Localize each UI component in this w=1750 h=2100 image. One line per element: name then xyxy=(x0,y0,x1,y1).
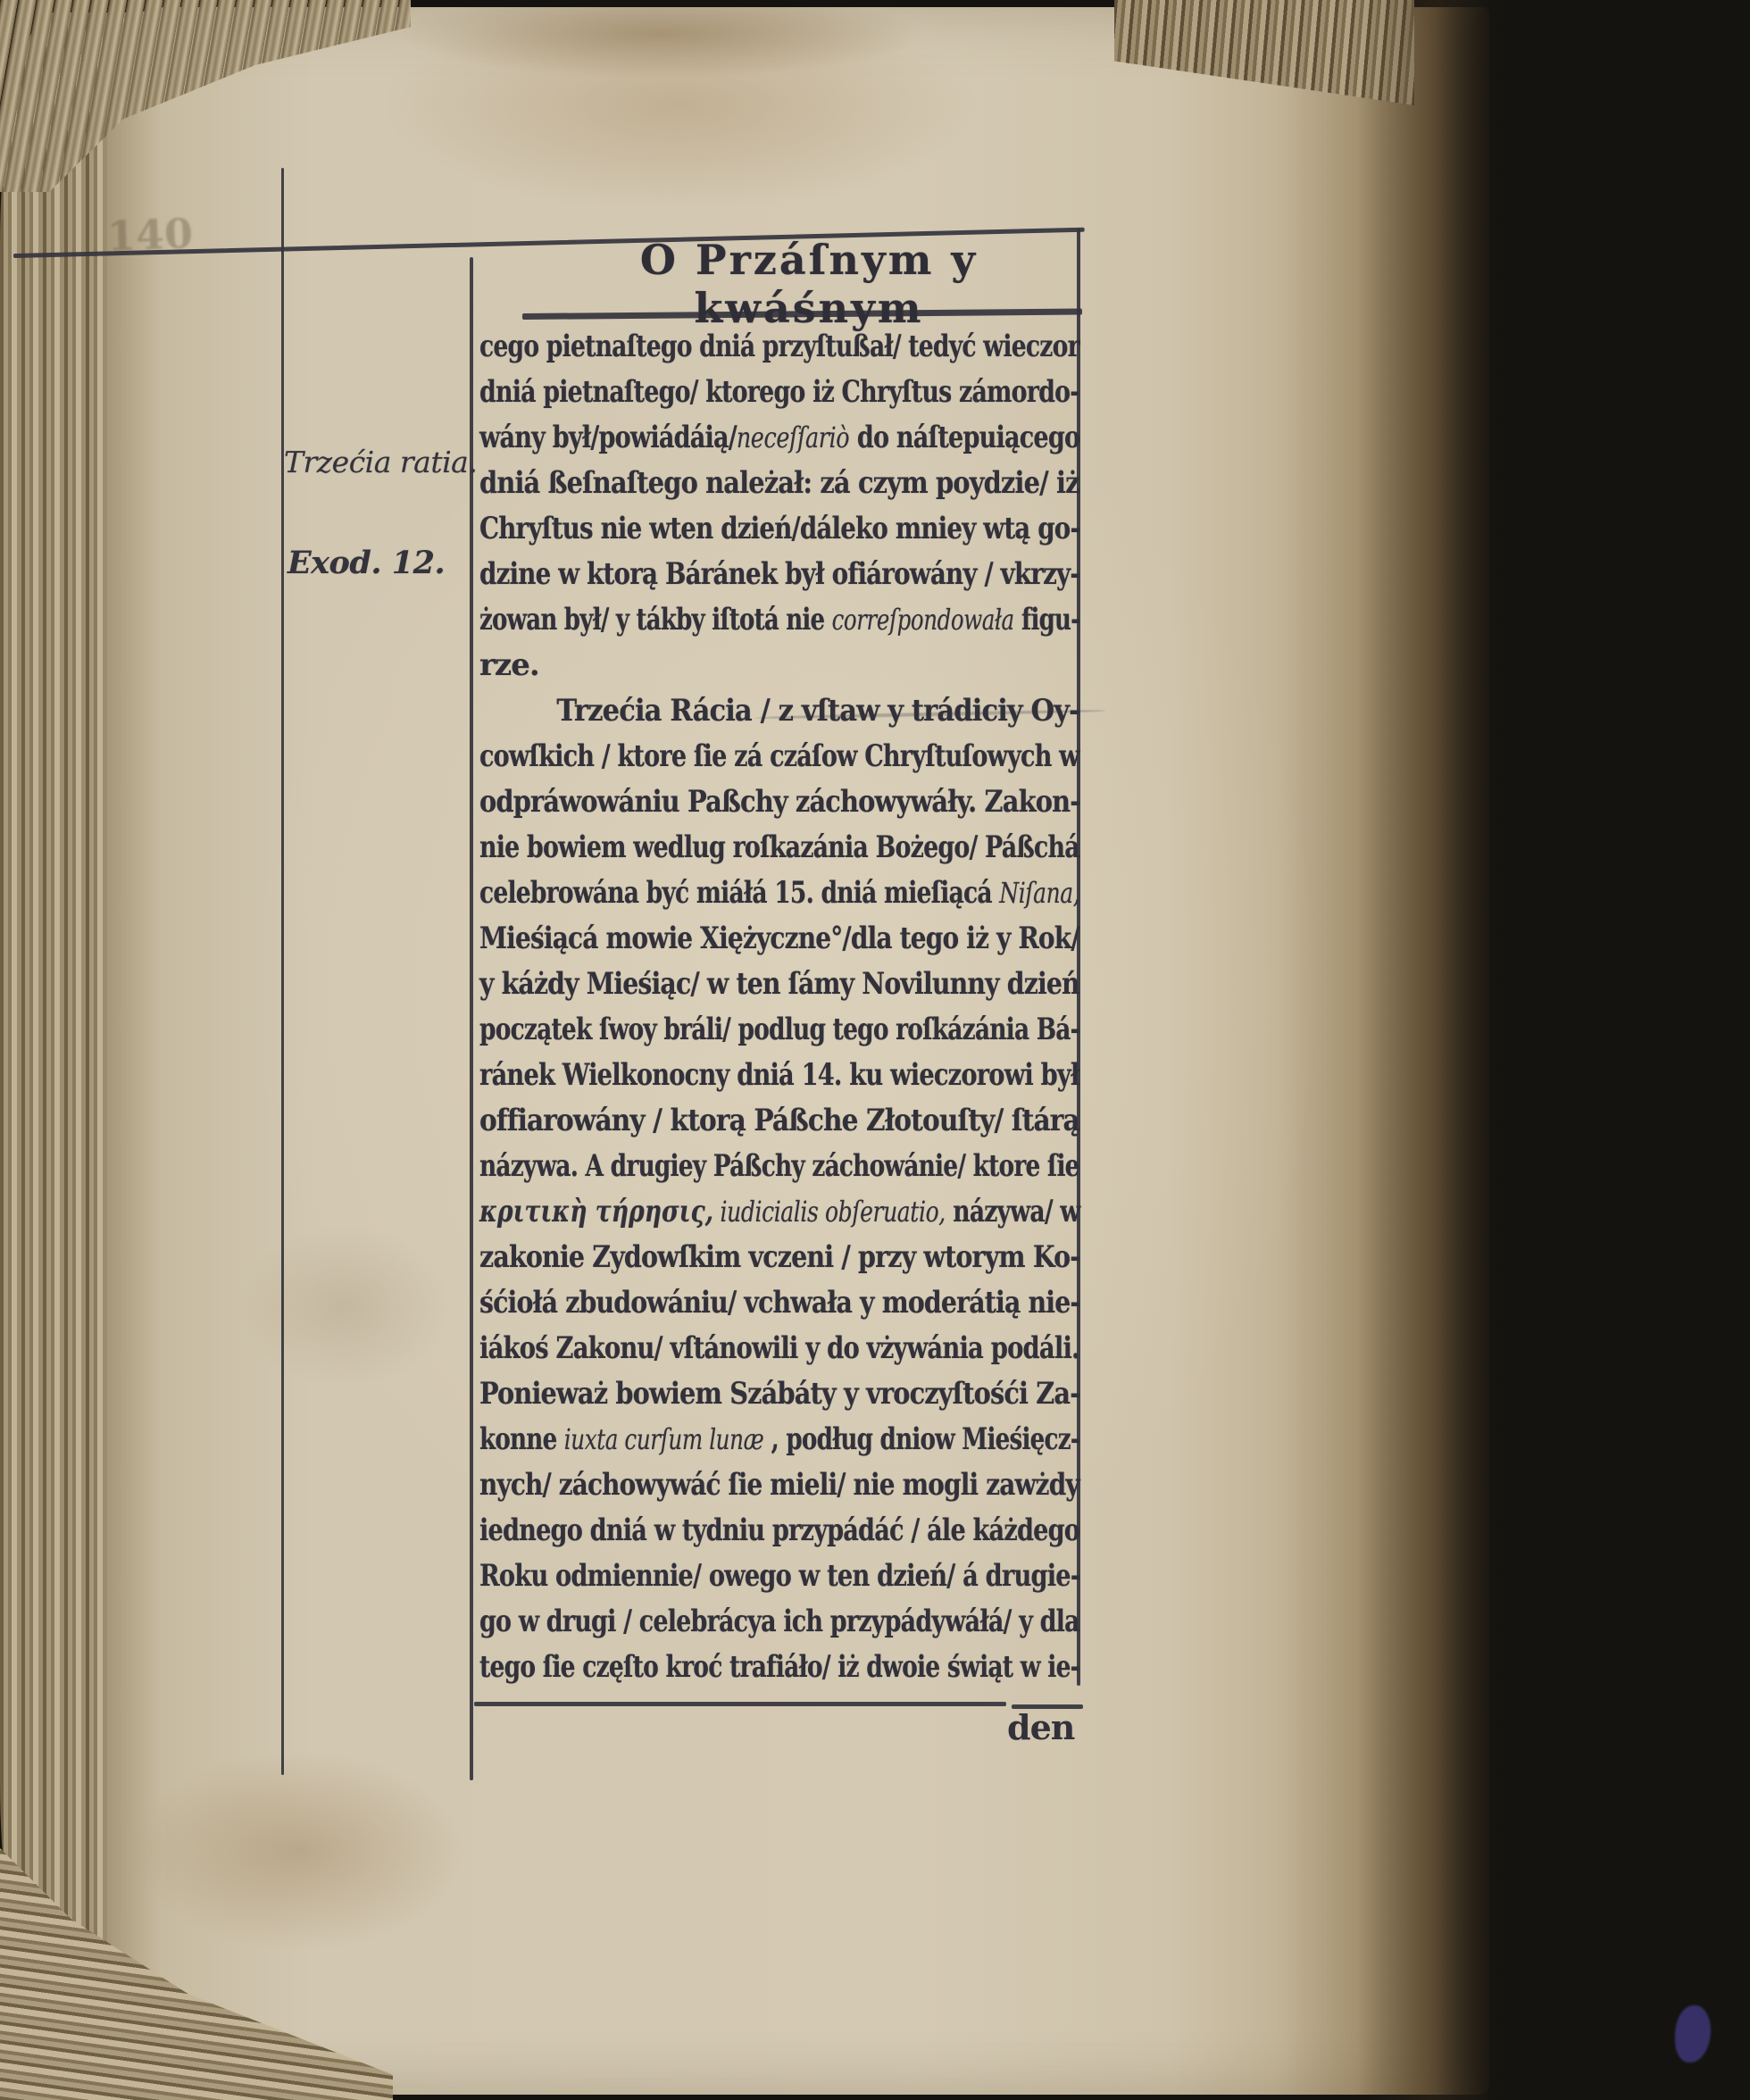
text-line-content xyxy=(479,329,1079,364)
text-line xyxy=(479,465,1082,511)
text-line xyxy=(479,784,1082,829)
text-line-content xyxy=(479,966,1079,1002)
text-segment: cowſkich / ktore ſie zá czáſow Chryſtuſowych w xyxy=(479,738,1079,774)
text-line-content xyxy=(479,1194,1079,1229)
text-line xyxy=(479,1376,1082,1421)
text-line-content xyxy=(479,738,1079,774)
text-line xyxy=(479,1057,1082,1103)
ink-blot xyxy=(1675,2005,1711,2062)
margin-note: Trzećia ratia. xyxy=(284,445,478,479)
text-line-content xyxy=(479,420,1079,455)
text-segment: Trzećia Rácia / z vſtaw y trádiciy Oy- xyxy=(556,693,1079,729)
text-line-content xyxy=(479,1103,1079,1138)
text-segment: wány był/powiádáią/ xyxy=(479,420,737,455)
text-line xyxy=(479,602,1082,647)
text-segment: nie bowiem wedlug roſkazánia Bożego/ Páßchá xyxy=(479,829,1079,865)
text-line xyxy=(479,374,1082,420)
text-segment: konne xyxy=(479,1421,564,1457)
text-segment: názywa/ w xyxy=(945,1194,1080,1229)
text-segment: tego ſie częſto kroć trafiáło/ iż dwoie świąt w ie- xyxy=(479,1649,1079,1685)
text-line-content xyxy=(479,1376,1079,1412)
text-segment: iuxta curſum lunæ xyxy=(563,1422,764,1456)
text-line-content xyxy=(479,1012,1079,1047)
text-line xyxy=(479,1604,1082,1649)
text-segment: iednego dniá w tydniu przypádáć / ále káżdego xyxy=(479,1512,1080,1548)
show-through-page-number: 140 xyxy=(106,209,194,261)
catchword: den xyxy=(1007,1707,1075,1747)
text-segment: ránek Wielkonocny dniá 14. ku wieczorowi był xyxy=(479,1057,1079,1093)
text-segment: zakonie Zydowſkim vczeni / przy wtorym Ko- xyxy=(479,1239,1080,1275)
text-line-content xyxy=(479,1512,1079,1548)
bottom-rule-left-segment xyxy=(474,1702,1006,1706)
text-segment: neceſſariò xyxy=(736,421,850,454)
text-line-content xyxy=(479,1421,1079,1457)
text-segment: correſpondowała xyxy=(831,603,1014,637)
text-line xyxy=(479,511,1082,556)
text-segment: rze. xyxy=(479,647,539,683)
text-segment: offiarowány / ktorą Páßche Złotouſty/ ſtárą xyxy=(479,1103,1079,1138)
text-line xyxy=(479,1239,1082,1285)
text-line-content xyxy=(479,556,1079,592)
text-line xyxy=(479,1103,1082,1148)
text-segment: Chryſtus nie wten dzień/dáleko mniey wtą go- xyxy=(479,511,1080,546)
text-line-content xyxy=(479,1330,1079,1366)
text-block xyxy=(479,329,1082,1695)
text-segment: Mieśiącá mowie Xiężyczne°/dla tego iż y Rok/ xyxy=(479,921,1079,956)
text-line-content xyxy=(479,1467,1079,1503)
text-line-content xyxy=(479,602,1079,638)
text-column-left-rule xyxy=(470,257,473,1780)
text-line-content xyxy=(479,875,1079,911)
text-line xyxy=(479,1285,1082,1330)
text-line-content xyxy=(479,921,1079,956)
text-line xyxy=(479,1421,1082,1467)
text-line xyxy=(479,875,1082,921)
text-segment: dniá ßeſnaſtego należał: zá czym poydzie/ iż xyxy=(479,465,1079,501)
text-line-content xyxy=(479,1604,1079,1639)
text-segment: odpráwowániu Paßchy záchowywáły. Zakon- xyxy=(479,784,1080,820)
text-line xyxy=(479,921,1082,966)
text-line xyxy=(479,556,1082,602)
text-segment: , podług dniow Mieśięcz- xyxy=(763,1421,1079,1457)
text-line-content xyxy=(479,693,1079,729)
text-segment: go w drugi / celebrácya ich przypádywáłá/ y dla xyxy=(479,1604,1079,1639)
text-segment: do náſtepuiącego xyxy=(849,420,1080,455)
text-segment: figu- xyxy=(1013,602,1080,638)
text-segment: Ponieważ bowiem Szábáty y vroczyſtośći Za- xyxy=(479,1376,1080,1412)
text-segment: nych/ záchowywáć ſie mieli/ nie mogli zawżdy xyxy=(479,1467,1079,1503)
text-segment: początek ſwoy bráli/ podlug tego roſkázánia Bá- xyxy=(479,1012,1079,1047)
text-segment: y káżdy Mieśiąc/ w ten ſámy Novilunny dzień xyxy=(479,966,1079,1002)
text-segment: cego pietnaſtego dniá przyſtußał/ tedyć wieczor xyxy=(479,329,1079,364)
text-line-content xyxy=(479,1558,1079,1594)
text-line xyxy=(479,1194,1082,1239)
text-line-content xyxy=(479,465,1079,501)
text-line xyxy=(479,693,1082,738)
text-line-content xyxy=(479,784,1079,820)
text-line xyxy=(479,647,1082,693)
margin-note: Exod. 12. xyxy=(288,545,446,581)
gutter-shadow xyxy=(1357,0,1554,2100)
text-line xyxy=(479,829,1082,875)
text-line xyxy=(479,1558,1082,1604)
text-line xyxy=(479,329,1082,374)
text-line xyxy=(479,1649,1082,1695)
text-segment: Roku odmiennie/ owego w ten dzień/ á drugie- xyxy=(479,1558,1080,1594)
text-line-content xyxy=(479,1057,1079,1093)
text-line xyxy=(479,1148,1082,1194)
text-line-content xyxy=(479,829,1079,865)
running-header: O Przáſnym y kwáśnym xyxy=(639,236,979,332)
text-line xyxy=(479,1512,1082,1558)
text-line-content xyxy=(479,1649,1079,1685)
text-line-content xyxy=(479,1239,1079,1275)
text-segment: żowan był/ y tákby iſtotá nie xyxy=(479,602,832,638)
text-segment: κριτικὴ τήρησις, xyxy=(479,1194,713,1229)
text-line-content xyxy=(479,647,539,683)
text-segment: iudicialis obſeruatio, xyxy=(712,1195,946,1229)
text-line xyxy=(479,966,1082,1012)
text-segment: iákoś Zakonu/ vſtánowili y do vżywánia podáli. xyxy=(479,1330,1079,1366)
text-segment: názywa. A drugiey Páßchy záchowánie/ ktore ſie xyxy=(479,1148,1079,1184)
text-segment: celebrowána być miáłá 15. dniá mieſiącá xyxy=(479,875,1000,911)
text-segment: dniá pietnaſtego/ ktorego iż Chryſtus zámordo- xyxy=(479,374,1079,410)
text-line-content xyxy=(479,511,1079,546)
text-segment: dzine w ktorą Báránek był ofiárowány / vkrzy- xyxy=(479,556,1080,592)
text-line xyxy=(479,420,1082,465)
text-line-content xyxy=(479,374,1079,410)
text-line xyxy=(479,1330,1082,1376)
text-segment: Niſana, xyxy=(999,876,1080,910)
text-line xyxy=(479,1467,1082,1512)
text-segment: śćiołá zbudowániu/ vchwała y moderátią nie- xyxy=(479,1285,1080,1321)
text-line-content xyxy=(479,1285,1079,1321)
left-frame-rule xyxy=(281,168,284,1775)
text-line xyxy=(479,738,1082,784)
text-line xyxy=(479,1012,1082,1057)
text-line-content xyxy=(479,1148,1079,1184)
